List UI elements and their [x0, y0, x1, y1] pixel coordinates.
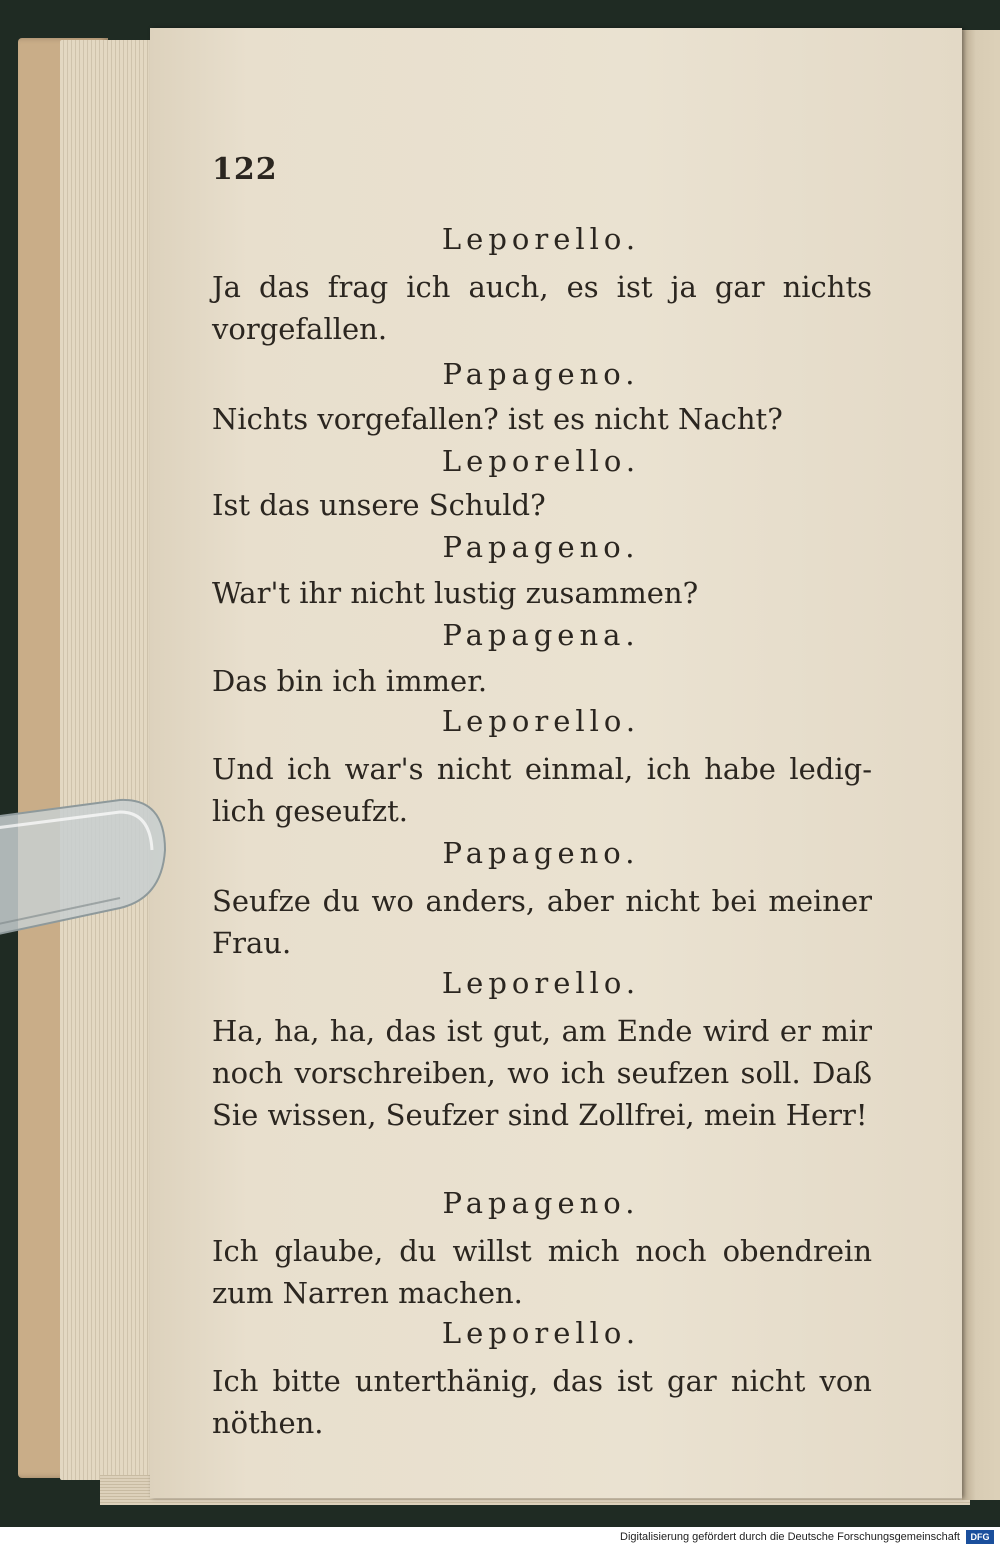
speech-text: Ich glaube, du willst mich noch obendrein zum Narren machen.: [212, 1234, 872, 1310]
speaker-name: Papageno.: [442, 1186, 640, 1220]
speaker-name: Papageno.: [442, 836, 640, 870]
speech-text: Ist das unsere Schuld?: [212, 488, 546, 522]
speech-text: Ja das frag ich auch, es ist ja gar nichts vorgefallen.: [212, 270, 872, 346]
footer-credit: Digitalisierung gefördert durch die Deutsche Forschungsgemeinschaft: [620, 1531, 960, 1543]
speech-text: Ha, ha, ha, das ist gut, am Ende wird er mir noch vorschreiben, wo ich seufzen soll. Daß Sie wissen, Seufzer sind Zollfrei, mein Herr!: [212, 1014, 872, 1132]
speech-text: Das bin ich immer.: [212, 664, 488, 698]
speaker-name: Leporello.: [441, 966, 641, 1000]
speaker-name: Papageno.: [442, 357, 640, 391]
page-holder-spatula: [0, 790, 190, 950]
speaker-name: Leporello.: [441, 704, 641, 738]
speech-text: Und ich war's nicht einmal, ich habe ledig-lich geseufzt.: [212, 752, 872, 828]
speaker-name: Papagena.: [442, 618, 640, 652]
speaker-name: Leporello.: [441, 222, 641, 256]
facing-page-edge: [962, 30, 1000, 1500]
dfg-logo: DFG: [966, 1530, 994, 1544]
page-number: 122: [212, 152, 278, 187]
speaker-name: Leporello.: [441, 444, 641, 478]
speaker-name: Papageno.: [442, 530, 640, 564]
speech-text: Ich bitte unterthänig, das ist gar nicht von nöthen.: [212, 1364, 872, 1440]
speech-text: Seufze du wo anders, aber nicht bei meiner Frau.: [212, 884, 872, 960]
speaker-name: Leporello.: [441, 1316, 641, 1350]
speech-text: War't ihr nicht lustig zusammen?: [212, 576, 699, 610]
speech-text: Nichts vorgefallen? ist es nicht Nacht?: [212, 402, 783, 436]
